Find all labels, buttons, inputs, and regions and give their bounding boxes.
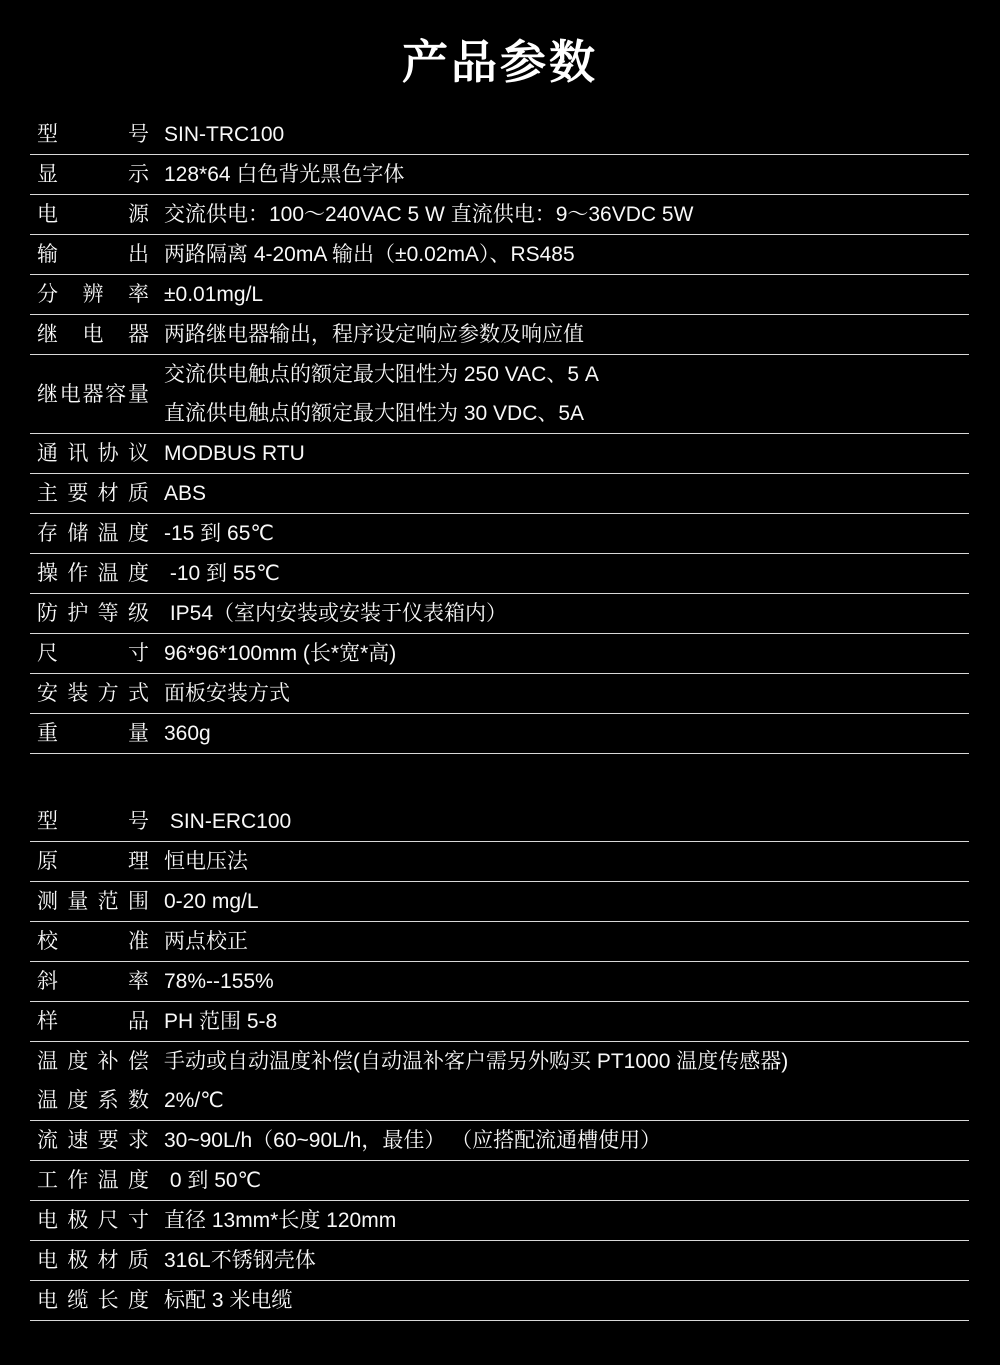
spec-label: 继电器 <box>37 323 149 346</box>
spec-label: 输出 <box>37 243 149 266</box>
spec-label: 温度补偿 <box>37 1050 149 1073</box>
spec-row <box>30 235 969 275</box>
spec-label: 样品 <box>37 1010 149 1033</box>
spec-row <box>30 714 969 754</box>
spec-row <box>30 115 969 155</box>
spec-value: 360g <box>164 722 211 745</box>
spec-table-erc100 <box>30 802 969 1321</box>
spec-row <box>30 674 969 714</box>
spec-row <box>30 275 969 315</box>
spec-value: -10 到 55℃ <box>164 562 280 585</box>
spec-table-trc100 <box>30 115 969 754</box>
spec-label: 流速要求 <box>37 1129 149 1152</box>
spec-value: ±0.01mg/L <box>164 283 264 306</box>
spec-value <box>149 355 969 433</box>
spec-value: PH 范围 5-8 <box>164 1010 278 1033</box>
spec-label: 电极尺寸 <box>37 1209 149 1232</box>
spec-value: 96*96*100mm (长*宽*高) <box>164 642 397 665</box>
spec-value: MODBUS RTU <box>164 442 305 465</box>
spec-label: 斜率 <box>37 970 149 993</box>
spec-value: 78%--155% <box>164 970 274 993</box>
spec-row <box>30 315 969 355</box>
spec-value: 30~90L/h（60~90L/h，最佳） （应搭配流通槽使用） <box>164 1129 662 1152</box>
spec-row <box>30 1201 969 1241</box>
spec-value: 两路继电器输出，程序设定响应参数及响应值 <box>164 323 584 346</box>
spec-label: 防护等级 <box>37 602 149 625</box>
spec-row <box>30 922 969 962</box>
spec-value: ABS <box>164 482 207 505</box>
spec-value: 直径 13mm*长度 120mm <box>164 1209 397 1232</box>
spec-row <box>30 474 969 514</box>
spec-label: 分辨率 <box>37 283 149 306</box>
spec-label: 测量范围 <box>37 890 149 913</box>
spec-label: 尺寸 <box>37 642 149 665</box>
spec-value: SIN-TRC100 <box>164 123 285 146</box>
spec-value: -15 到 65℃ <box>164 522 274 545</box>
spec-value: 0-20 mg/L <box>164 890 259 913</box>
spec-value-line: 直流供电触点的额定最大阻性为 30 VDC、5A <box>164 402 585 425</box>
spec-row <box>30 554 969 594</box>
page-title: 产品参数 <box>402 36 598 88</box>
spec-value: SIN-ERC100 <box>164 810 292 833</box>
spec-value: 128*64 白色背光黑色字体 <box>164 163 405 186</box>
spec-row <box>30 882 969 922</box>
spec-row <box>30 1241 969 1281</box>
spec-label: 安装方式 <box>37 682 149 705</box>
spec-row <box>30 1002 969 1042</box>
spec-value: IP54（室内安装或安装于仪表箱内） <box>164 602 508 625</box>
spec-value: 手动或自动温度补偿(自动温补客户需另外购买 PT1000 温度传感器) <box>164 1050 789 1073</box>
spec-label: 主要材质 <box>37 482 149 505</box>
spec-label: 电源 <box>37 203 149 226</box>
spec-row <box>30 1121 969 1161</box>
spec-row <box>30 634 969 674</box>
spec-row <box>30 802 969 842</box>
spec-label: 存储温度 <box>37 522 149 545</box>
spec-value-line: 交流供电触点的额定最大阻性为 250 VAC、5 A <box>164 363 599 386</box>
spec-value: 两点校正 <box>164 930 248 953</box>
spec-label: 通讯协议 <box>37 442 149 465</box>
spec-value: 恒电压法 <box>164 850 248 873</box>
spec-row <box>30 195 969 235</box>
spec-row <box>30 514 969 554</box>
spec-label: 电极材质 <box>37 1249 149 1272</box>
spec-row <box>30 1081 969 1121</box>
spec-value: 2%/℃ <box>164 1089 224 1112</box>
spec-label: 原理 <box>37 850 149 873</box>
spec-value: 面板安装方式 <box>164 682 290 705</box>
spec-value: 交流供电：100～240VAC 5 W 直流供电：9～36VDC 5W <box>164 203 694 226</box>
spec-value: 0 到 50℃ <box>164 1169 262 1192</box>
spec-value: 标配 3 米电缆 <box>164 1289 293 1312</box>
spec-label: 显示 <box>37 163 149 186</box>
spec-row <box>30 962 969 1002</box>
spec-label: 操作温度 <box>37 562 149 585</box>
spec-label: 继电器容量 <box>37 382 149 406</box>
spec-row <box>30 1161 969 1201</box>
spec-label: 型号 <box>37 810 149 833</box>
spec-value: 316L不锈钢壳体 <box>164 1249 316 1272</box>
spec-label: 工作温度 <box>37 1169 149 1192</box>
spec-row <box>30 434 969 474</box>
spec-label: 重量 <box>37 722 149 745</box>
spec-row <box>30 355 969 434</box>
spec-row <box>30 1281 969 1321</box>
spec-row <box>30 1042 969 1081</box>
spec-row <box>30 842 969 882</box>
spec-value: 两路隔离 4-20mA 输出（±0.02mA）、RS485 <box>164 243 575 266</box>
spec-row <box>30 155 969 195</box>
spec-label: 校准 <box>37 930 149 953</box>
spec-label: 温度系数 <box>37 1089 149 1112</box>
spec-label: 型号 <box>37 123 149 146</box>
spec-row <box>30 594 969 634</box>
spec-label: 电缆长度 <box>37 1289 149 1312</box>
